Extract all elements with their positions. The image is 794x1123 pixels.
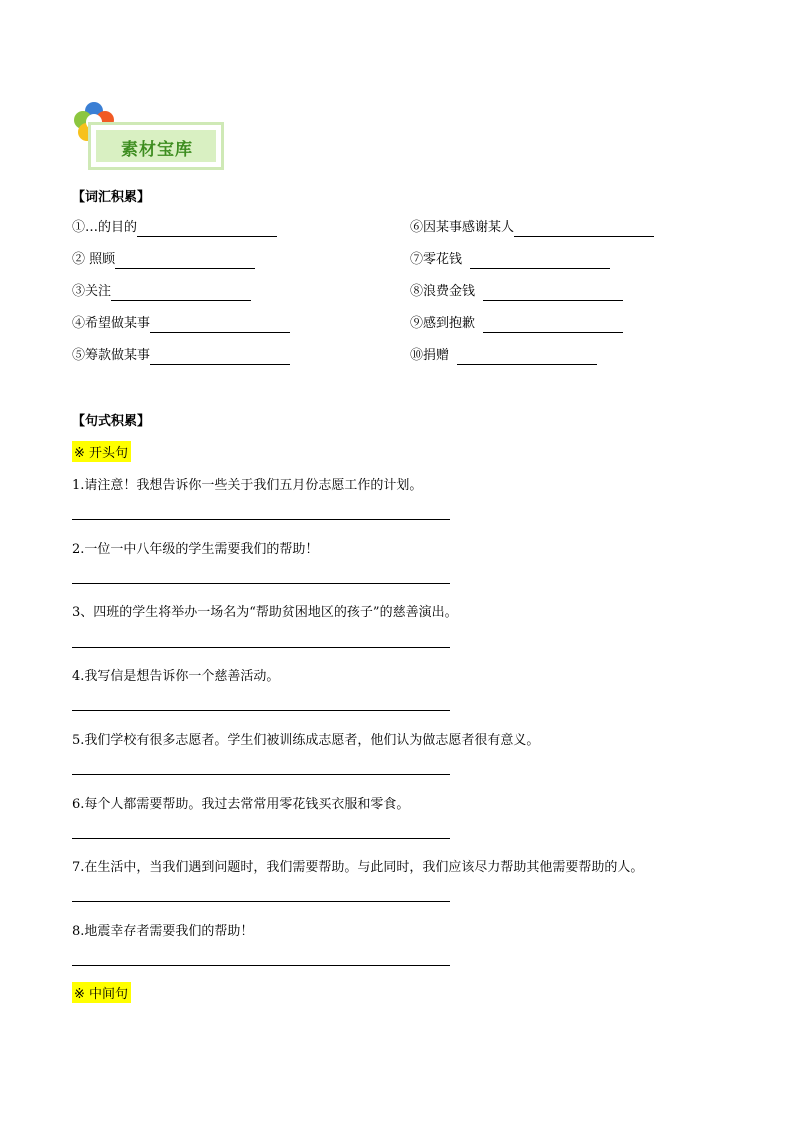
vocab-item (72, 219, 277, 237)
answer-line[interactable] (72, 901, 450, 902)
vocab-label: ② 照顾 (72, 252, 116, 267)
sentence-item: 6.每个人都需要帮助。我过去常常用零花钱买衣服和零食。 (72, 797, 410, 812)
vocab-blank[interactable] (137, 222, 277, 237)
vocab-section-title: 【词汇积累】 (72, 190, 151, 205)
vocab-blank[interactable] (150, 318, 290, 333)
vocab-blank[interactable] (483, 318, 623, 333)
section-badge (72, 100, 226, 172)
sentence-item: 5.我们学校有很多志愿者。学生们被训练成志愿者，他们认为做志愿者很有意义。 (72, 733, 540, 748)
vocab-label: ⑩捐赠 (410, 348, 450, 363)
vocab-label: ⑦零花钱 (410, 252, 463, 267)
vocab-blank[interactable] (150, 350, 290, 365)
vocab-blank[interactable] (111, 286, 251, 301)
answer-line[interactable] (72, 838, 450, 839)
badge-title: 素材宝库 (121, 140, 193, 160)
vocab-label: ⑨感到抱歉 (410, 316, 476, 331)
answer-line[interactable] (72, 965, 450, 966)
vocab-label: ④希望做某事 (72, 316, 151, 331)
vocab-blank[interactable] (470, 254, 610, 269)
vocab-item (410, 219, 654, 237)
badge-frame (88, 122, 224, 170)
vocab-blank[interactable] (514, 222, 654, 237)
vocab-item (410, 283, 623, 301)
vocab-item (72, 347, 290, 365)
answer-line[interactable] (72, 647, 450, 648)
opening-sentences-label: ※ 开头句 (72, 441, 131, 462)
sentence-item: 7.在生活中，当我们遇到问题时，我们需要帮助。与此同时，我们应该尽力帮助其他需要帮助的人。 (72, 860, 644, 875)
sentence-item: 3、四班的学生将举办一场名为“帮助贫困地区的孩子”的慈善演出。 (72, 605, 458, 620)
vocab-blank[interactable] (483, 286, 623, 301)
answer-line[interactable] (72, 774, 450, 775)
sentence-item: 2.一位一中八年级的学生需要我们的帮助！ (72, 542, 319, 557)
answer-line[interactable] (72, 519, 450, 520)
vocab-item (72, 251, 255, 269)
vocab-item (72, 315, 290, 333)
sentence-section-title: 【句式积累】 (72, 414, 151, 429)
vocab-blank[interactable] (457, 350, 597, 365)
vocab-label: ③关注 (72, 284, 112, 299)
vocab-blank[interactable] (115, 254, 255, 269)
vocab-label: ⑥因某事感谢某人 (410, 220, 515, 235)
middle-sentences-label: ※ 中间句 (72, 982, 131, 1003)
answer-line[interactable] (72, 583, 450, 584)
sentence-item: 8.地震幸存者需要我们的帮助！ (72, 924, 254, 939)
vocab-item (410, 315, 623, 333)
vocab-label: ⑧浪费金钱 (410, 284, 476, 299)
vocab-item (410, 251, 610, 269)
vocab-item (72, 283, 251, 301)
vocab-label: ①…的目的 (72, 220, 138, 235)
vocab-item (410, 347, 597, 365)
vocab-label: ⑤筹款做某事 (72, 348, 151, 363)
answer-line[interactable] (72, 710, 450, 711)
sentence-item: 1.请注意！我想告诉你一些关于我们五月份志愿工作的计划。 (72, 478, 423, 493)
sentence-item: 4.我写信是想告诉你一个慈善活动。 (72, 669, 280, 684)
